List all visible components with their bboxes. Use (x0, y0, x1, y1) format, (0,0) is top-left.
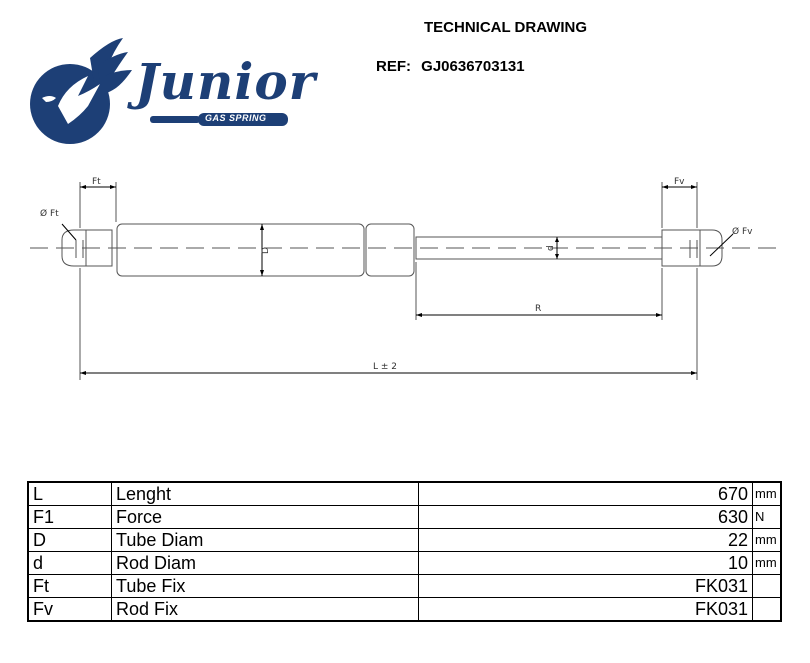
specification-table (27, 481, 782, 622)
tube-cap (366, 224, 414, 276)
spec-unit (753, 598, 782, 622)
spec-name: Tube Fix (112, 575, 419, 598)
spec-name: Tube Diam (112, 529, 419, 552)
table-row (28, 552, 781, 575)
spec-value: FK031 (419, 575, 753, 598)
spec-code: D (28, 529, 112, 552)
reference-label: REF: (376, 58, 411, 75)
spec-name: Rod Fix (112, 598, 419, 622)
spec-value: 10 (419, 552, 753, 575)
spec-code: F1 (28, 506, 112, 529)
brand-tagline: GAS SPRING (205, 113, 267, 123)
document-title: TECHNICAL DRAWING (424, 19, 588, 36)
spec-value: 670 (419, 482, 753, 506)
spec-code: Fv (28, 598, 112, 622)
fv-dimension-label: Fv (674, 177, 685, 187)
spec-unit: N (753, 506, 782, 529)
table-row (28, 506, 781, 529)
spec-unit (753, 575, 782, 598)
spec-unit: mm (753, 482, 782, 506)
stroke-dimension-label: R (535, 304, 542, 314)
spec-unit: mm (753, 529, 782, 552)
table-row (28, 575, 781, 598)
rod-diameter-label: d (546, 245, 556, 251)
ft-diameter-label: Ø Ft (40, 209, 59, 219)
table-row (28, 598, 781, 622)
table-row (28, 482, 781, 506)
ft-dimension-label: Ft (92, 177, 101, 187)
spec-code: Ft (28, 575, 112, 598)
reference-value: GJ0636703131 (421, 58, 525, 75)
spec-name: Rod Diam (112, 552, 419, 575)
spec-code: L (28, 482, 112, 506)
tube-diameter-label: D (261, 247, 271, 254)
spec-name: Force (112, 506, 419, 529)
gas-spring-drawing (0, 160, 810, 390)
fv-diameter-label: Ø Fv (732, 227, 753, 237)
spec-code: d (28, 552, 112, 575)
spec-value: 22 (419, 529, 753, 552)
spec-unit: mm (753, 552, 782, 575)
spec-value: 630 (419, 506, 753, 529)
spec-name: Lenght (112, 482, 419, 506)
reference-line (376, 58, 525, 75)
brand-name: Junior (135, 52, 317, 111)
length-dimension-label: L ± 2 (373, 362, 398, 372)
tube-body (117, 224, 364, 276)
brand-logo (28, 36, 133, 153)
spec-value: FK031 (419, 598, 753, 622)
eagle-emblem-icon (28, 36, 133, 148)
table-row (28, 529, 781, 552)
